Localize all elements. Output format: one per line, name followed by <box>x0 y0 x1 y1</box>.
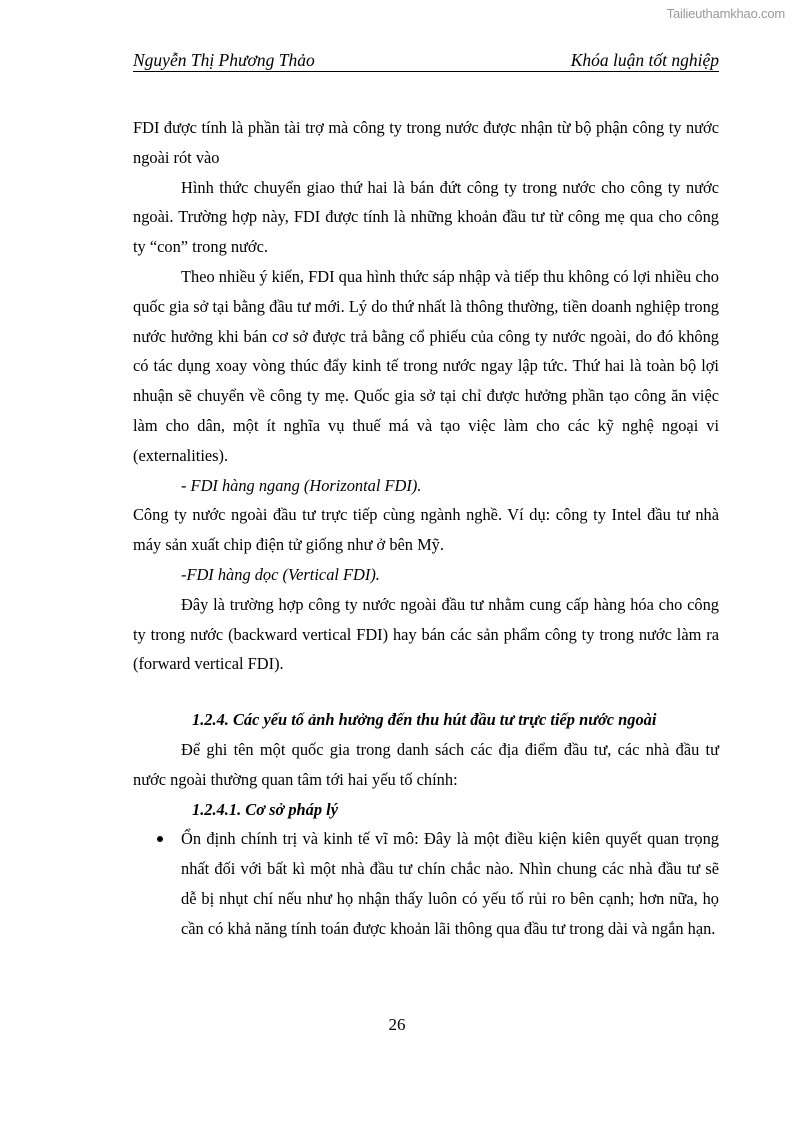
subheading-horizontal-fdi: - FDI hàng ngang (Horizontal FDI). <box>181 475 422 495</box>
bullet-item <box>133 824 719 943</box>
paragraph: Theo nhiều ý kiến, FDI qua hình thức sáp nhập và tiếp thu không có lợi nhiều cho quốc gia sở tại bằng đầu tư mới. Lý do thứ nhất là thông thường, tiền doanh nghiệp trong nước hưởng khi bán cơ sở được trả bằng cổ phiếu của công ty nước ngoài, do đó không có tác dụng xoay vòng thúc đẩy kinh tế trong nước ngay lập tức. Thứ hai là toàn bộ lợi nhuận sẽ chuyển về công ty mẹ. Quốc gia sở tại chỉ được hưởng phần tạo công ăn việc làm cho dân, một ít nghĩa vụ thuế má và tạo việc làm cho các kỹ nghệ ngoại vi (externalities). <box>133 266 719 465</box>
bullet-text: Ổn định chính trị và kinh tế vĩ mô: Đây là một điều kiện kiên quyết quan trọng nhất đối với bất kì một nhà đầu tư chín chắc nào. Nhìn chung các nhà đầu tư sẽ dễ bị nhụt chí nếu như họ nhận thấy luôn có yếu tố rủi ro bên cạnh; hơn nữa, họ cần có khả năng tính toán được khoản lãi thông qua đầu tư trong dài và ngắn hạn. <box>181 829 719 938</box>
bullet-icon <box>157 836 163 842</box>
watermark: Tailieuthamkhao.com <box>666 6 785 21</box>
paragraph: Đây là trường hợp công ty nước ngoài đầu tư nhằm cung cấp hàng hóa cho công ty trong nước (backward vertical FDI) hay bán các sản phẩm công ty trong nước làm ra (forward vertical FDI). <box>133 594 719 674</box>
paragraph: Hình thức chuyển giao thứ hai là bán đứt công ty trong nước cho công ty nước ngoài. Trường hợp này, FDI được tính là những khoản đầu tư từ công mẹ qua cho công ty “con” trong nước. <box>133 177 719 257</box>
header-doc-type: Khóa luận tốt nghiệp <box>570 50 719 70</box>
page-content <box>133 113 719 944</box>
page-header <box>133 50 719 72</box>
header-author: Nguyễn Thị Phương Thảo <box>133 50 315 70</box>
section-heading-1-2-4: 1.2.4. Các yếu tố ảnh hưởng đến thu hút đầu tư trực tiếp nước ngoài <box>192 710 657 730</box>
paragraph: Công ty nước ngoài đầu tư trực tiếp cùng ngành nghề. Ví dụ: công ty Intel đầu tư nhà máy sản xuất chip điện tử giống như ở bên Mỹ. <box>133 505 719 555</box>
section-heading-1-2-4-1: 1.2.4.1. Cơ sở pháp lý <box>192 799 338 819</box>
subheading-vertical-fdi: -FDI hàng dọc (Vertical FDI). <box>181 564 380 584</box>
page-number: 26 <box>388 1015 406 1034</box>
paragraph: Để ghi tên một quốc gia trong danh sách các địa điểm đầu tư, các nhà đầu tư nước ngoài thường quan tâm tới hai yếu tố chính: <box>133 739 719 789</box>
paragraph: FDI được tính là phần tài trợ mà công ty trong nước được nhận từ bộ phận công ty nước ngoài rót vào <box>133 118 719 167</box>
